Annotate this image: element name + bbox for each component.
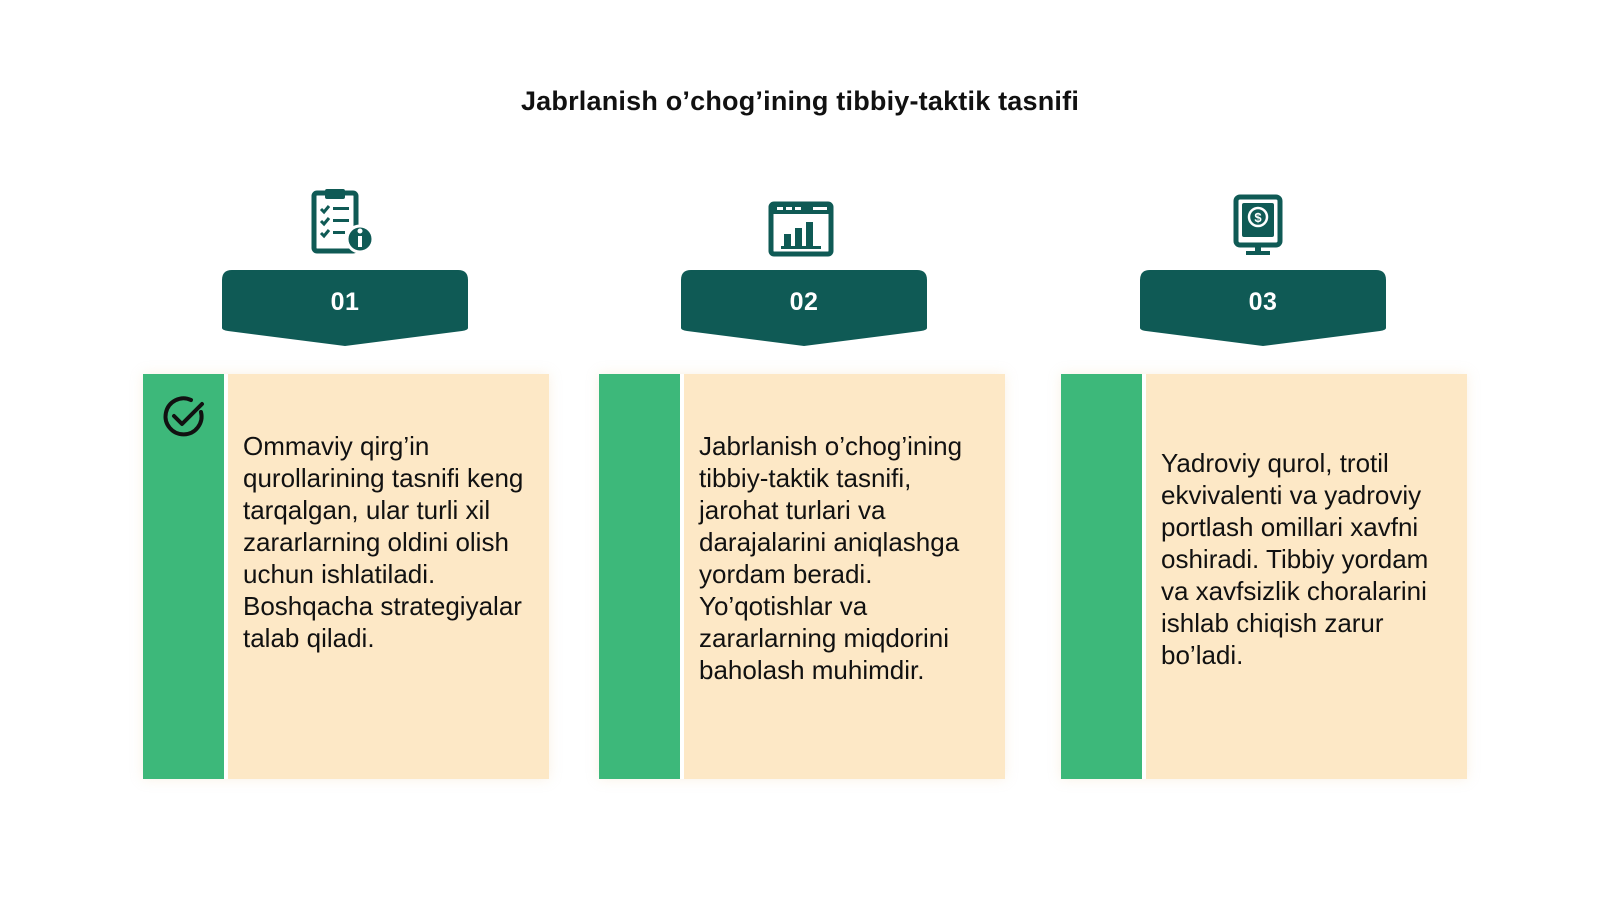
page-title: Jabrlanish o’chog’ining tibbiy-taktik tasnifi	[520, 86, 1080, 116]
clipboard-checklist-info-icon	[310, 189, 380, 259]
card-accent-strip	[599, 374, 680, 779]
step-number: 03	[1248, 288, 1278, 316]
card-body	[1146, 374, 1467, 779]
card-accent-strip	[143, 374, 224, 779]
bar-chart-window-icon	[767, 196, 837, 266]
step-badge-01	[222, 270, 468, 348]
card-description: Jabrlanish o’chog’ining tibbiy-taktik tasnifi, jarohat turlari va darajalarini aniqlashga yordam beradi. Yo’qotishlar va zararlarning miqdorini baholash muhimdir.	[699, 431, 963, 685]
dollar-monitor-icon	[1226, 193, 1296, 263]
card-body	[228, 374, 549, 779]
card-body	[684, 374, 1005, 779]
svg-text:$: $	[1254, 210, 1262, 225]
step-badge-02	[681, 270, 927, 348]
card-description: Yadroviy qurol, trotil ekvivalenti va yadroviy portlash omillari xavfni oshiradi. Tibbiy yordam va xavfsizlik choralarini ishlab chiqish zarur bo’ladi.	[1161, 448, 1429, 670]
step-number: 02	[789, 288, 819, 316]
step-badge-03	[1140, 270, 1386, 348]
info-card-02	[599, 374, 1005, 779]
check-circle-icon	[161, 394, 207, 440]
step-number: 01	[330, 288, 360, 316]
info-card-03	[1061, 374, 1467, 779]
info-card-01	[143, 374, 549, 779]
card-accent-strip	[1061, 374, 1142, 779]
card-description: Ommaviy qirg’in qurollarining tasnifi keng tarqalgan, ular turli xil zararlarning oldini olish uchun ishlatiladi. Boshqacha strategiyalar talab qiladi.	[243, 431, 524, 653]
